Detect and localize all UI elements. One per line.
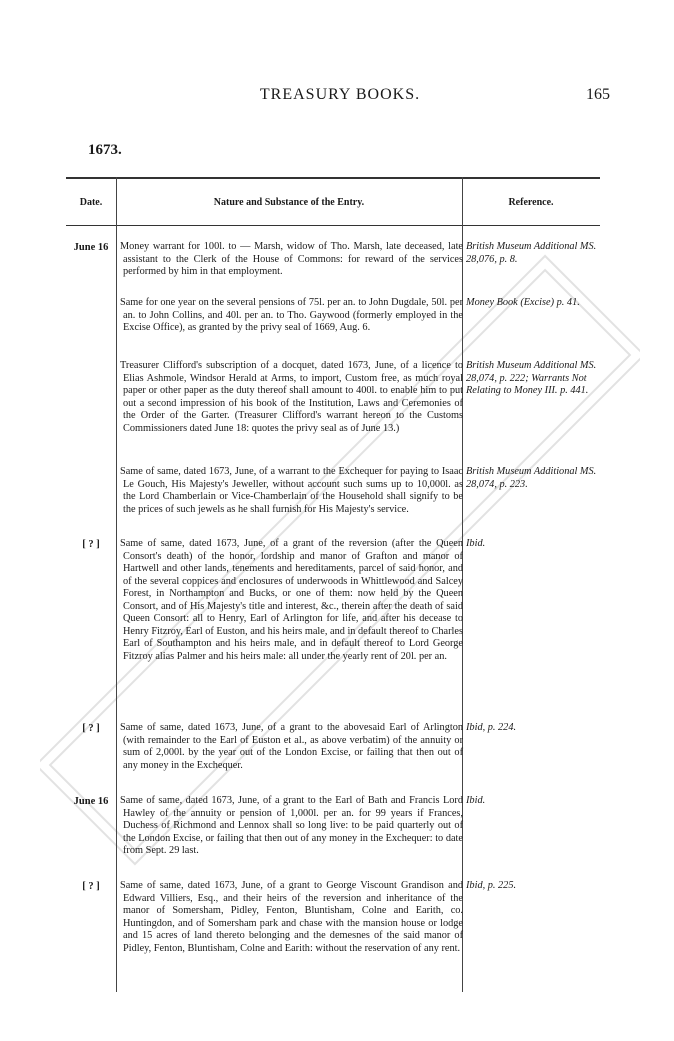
running-title: TREASURY BOOKS. [259, 86, 421, 103]
date-column-header: Date. [79, 197, 103, 208]
entry-text: Money warrant for 100l. to — Marsh, widow of Tho. Marsh, late deceased, late assistant to the Clerk of the House of Commons: for reward of the services performed by him in that employment. [120, 241, 463, 277]
entry-reference: British Museum Additional MS. 28,074, p. 222; Warrants Not Relating to Money III. p. 441. [466, 360, 597, 396]
reference-column-header: Reference. [508, 197, 554, 208]
entry-text: Treasurer Clifford's subscription of a docquet, dated 1673, June, of a licence to Elias Ashmole, Windsor Herald at Arms, to import, Custom free, as much royal paper or other paper as the duty thereof shall amount to 400l. to enable him to put out a second impression of his book of the Institution, Laws and Ceremonies of the Order of the Garter. (Treasurer Clifford's warrant hereon to the Customs Commissioners dated June 18: quotes the privy seal as of June 13.) [120, 360, 463, 434]
entry-reference: Ibid. [466, 795, 486, 806]
entry-reference: British Museum Additional MS. 28,076, p. 8. [466, 241, 597, 265]
entry-date: [ ? ] [82, 539, 100, 550]
entry-text: Same of same, dated 1673, June, of a grant to George Viscount Grandison and Edward Villiers, Esq., and their heirs of the reversion and inheritance of the manor of Somersham, Pidley, Fenton, Bluntisham, Colne and Earith, co. Huntingdon, and of Somersham park and chase with the mansion house or lodge and 15 acres of land thereto belonging and the demesnes of the said manor of Pidley, Fenton, Bluntisham, Colne and Earith: without the reservation of any rent. [120, 880, 463, 954]
entry-text: Same for one year on the several pensions of 75l. per an. to John Dugdale, 50l. per an. to John Collins, and 40l. per an. to Tho. Gaywood (formerly employed in the Excise Office), as granted by the privy seal of 1669, Aug. 6. [120, 297, 463, 333]
table-header-rule [66, 225, 600, 226]
entry-date: [ ? ] [82, 881, 100, 892]
entry-text: Same of same, dated 1673, June, of a grant to the abovesaid Earl of Arlington (with remainder to the Earl of Euston et al., as above verbatim) of the annuity or sum of 2,000l. by the year out of the London Excise, or failing that then out of any money in the Exchequer. [120, 722, 463, 771]
nature-column-header: Nature and Substance of the Entry. [213, 197, 365, 208]
entry-reference: Money Book (Excise) p. 41. [466, 297, 580, 308]
entry-date: [ ? ] [82, 723, 100, 734]
page-number: 165 [586, 86, 610, 103]
running-head [0, 86, 674, 108]
year-heading: 1673. [88, 142, 122, 158]
entries-table [66, 177, 600, 992]
entry-date: June 16 [73, 242, 109, 253]
entry-text: Same of same, dated 1673, June, of a grant to the Earl of Bath and Francis Lord Hawley of the annuity or pension of 1,000l. per an. for 99 years if Frances, Duchess of Richmond and Lennox shall so long live: to be paid quarterly out of the London Excise, or failing that then out of any money in the Exchequer: to date from Sept. 29 last. [120, 795, 463, 856]
entry-text: Same of same, dated 1673, June, of a warrant to the Exchequer for paying to Isaac Le Gouch, His Majesty's Jeweller, without account such sums up to 10,000l. as the Lord Chamberlain or Vice-Chamberlain of the Household shall signify to be the prices of such jewels as he shall furnish for His Majesty's service. [120, 466, 463, 515]
table-top-rule [66, 177, 600, 179]
entry-reference: Ibid, p. 225. [466, 880, 517, 891]
column-divider [116, 177, 117, 992]
entry-date: June 16 [73, 796, 109, 807]
entry-reference: Ibid. [466, 538, 486, 549]
entry-reference: British Museum Additional MS. 28,074, p. 223. [466, 466, 597, 490]
entry-text: Same of same, dated 1673, June, of a grant of the reversion (after the Queen Consort's death) of the honor, lordship and manor of Grafton and manor of Hartwell and other lands, tenements and hereditaments, parcel of said honor, and of the several coppices and enclosures of underwoods in Whittlewood and Salcey Forest, in Northampton and Bucks, or one of them: now held by the Queen Consort, and of His Majesty's title and interest, &c., therein after the death of said Queen Consort: all to Henry, Earl of Arlington for life, and after his decease to Henry Fitzroy, Earl of Euston, and his heirs male, and in default thereof to Charles Earl of Southampton and his heirs male, and in default thereof to Lord George Fitzroy alias Palmer and his heirs male: all under the yearly rent of 20l. per an. [120, 538, 463, 662]
entry-reference: Ibid, p. 224. [466, 722, 517, 733]
